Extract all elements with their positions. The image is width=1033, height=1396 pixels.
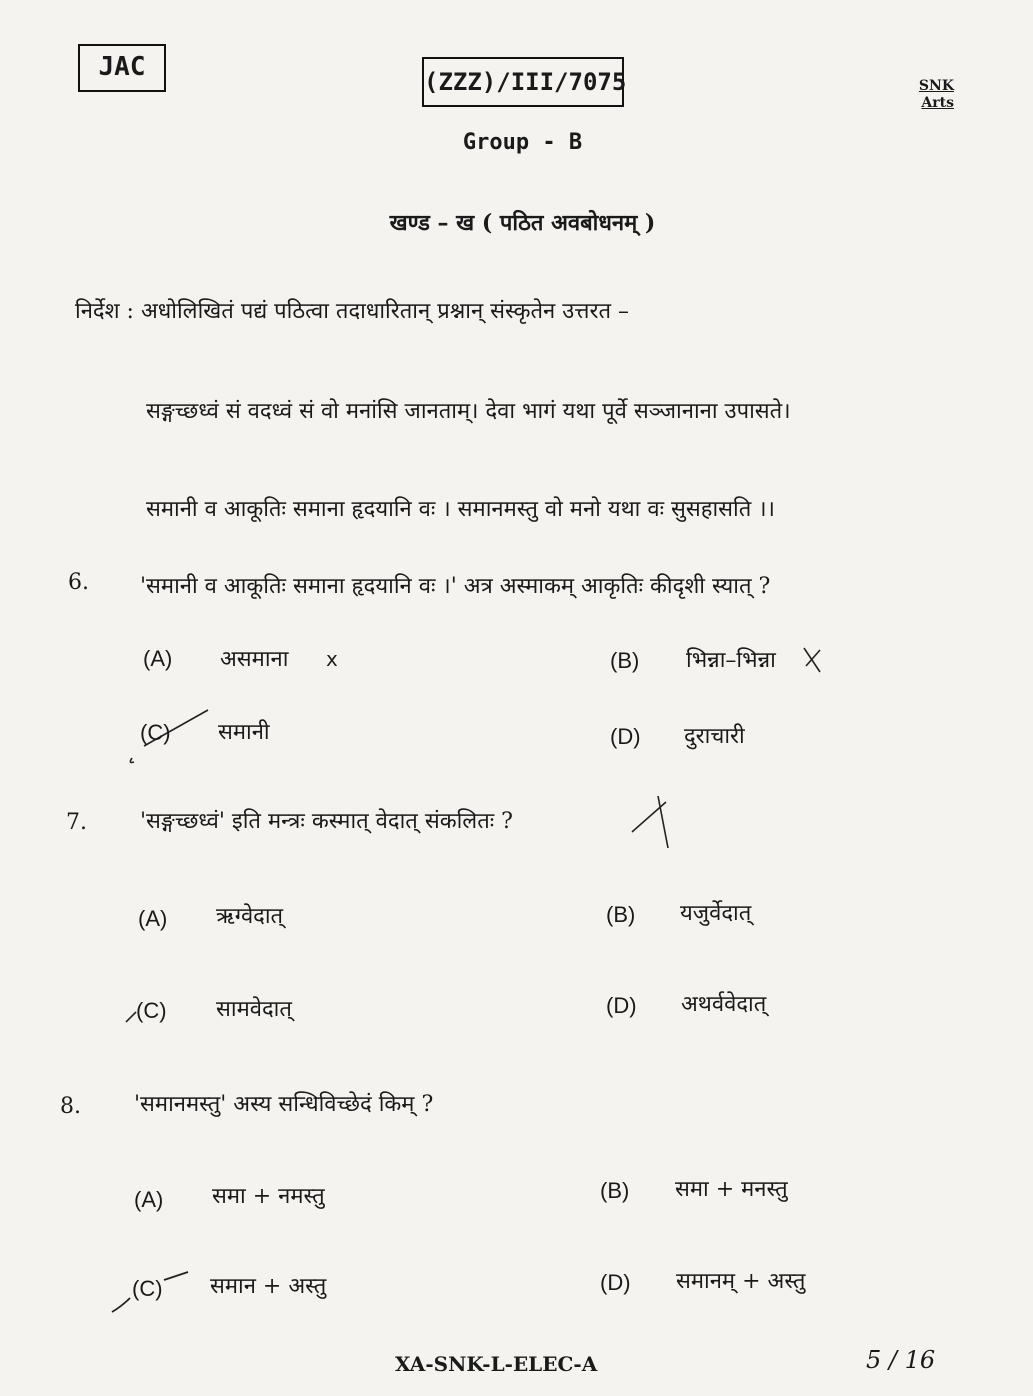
q7-option-d-text: अथर्ववेदात् bbox=[681, 992, 767, 1017]
q8-option-d-text: समानम् + अस्तु bbox=[676, 1269, 806, 1294]
instruction-text: निर्देश : अधोलिखितं पद्यं पठित्वा तदाधारितान् प्रश्नान् संस्कृतेन उत्तरत – bbox=[75, 299, 630, 324]
q7-option-a-text: ऋग्वेदात् bbox=[216, 904, 284, 929]
paper-code: (ZZZ)/III/7075 bbox=[422, 57, 624, 107]
q8-option-c-text: समान + अस्तु bbox=[210, 1274, 327, 1299]
question-6-text: 'समानी व आकूतिः समाना हृदयानि वः ।' अत्र अस्माकम् आकृतिः कीदृशी स्यात् ? bbox=[140, 574, 771, 599]
question-8-number: 8. bbox=[60, 1094, 81, 1119]
footer-code: XA-SNK-L-ELEC-A bbox=[395, 1352, 598, 1376]
q7-option-b-text: यजुर्वेदात् bbox=[680, 901, 752, 926]
cross-mark: x bbox=[326, 647, 338, 671]
q7-option-b-label: (B) bbox=[606, 902, 636, 927]
q6-option-b-label: (B) bbox=[610, 648, 640, 673]
question-8-text: 'समानमस्तु' अस्य सन्धिविच्छेदं किम् ? bbox=[134, 1092, 434, 1117]
q7-option-a-label: (A) bbox=[138, 906, 168, 931]
subject-stream bbox=[919, 78, 954, 112]
q7-option-c-label: (C) bbox=[136, 998, 167, 1023]
q6-option-c-text: समानी bbox=[218, 720, 270, 745]
verse-line-2: समानी व आकूतिः समाना हृदयानि वः । समानमस्तु वो मनो यथा वः सुसहासति ।। bbox=[146, 497, 775, 522]
q7-option-c-text: सामवेदात् bbox=[216, 997, 292, 1022]
cross-mark-b bbox=[800, 644, 824, 676]
q8-option-d-label: (D) bbox=[600, 1270, 631, 1295]
board-label: JAC bbox=[78, 44, 166, 92]
q6-option-d-label: (D) bbox=[610, 724, 641, 749]
q6-option-a-label: (A) bbox=[143, 646, 173, 671]
q7-option-d-label: (D) bbox=[606, 993, 637, 1018]
q8-option-b-label: (B) bbox=[600, 1178, 630, 1203]
q6-option-c-label: (C) bbox=[140, 720, 171, 745]
verse-line-1: सङ्गच्छध्वं सं वदध्वं सं वो मनांसि जानताम्। देवा भागं यथा पूर्वे सञ्जानाना उपासते। bbox=[146, 399, 791, 424]
question-7-number: 7. bbox=[66, 810, 87, 835]
q8-option-a-text: समा + नमस्तु bbox=[212, 1184, 325, 1209]
subject-code: SNK bbox=[918, 78, 954, 94]
q6-option-d-text: दुराचारी bbox=[684, 724, 745, 749]
page-number: 5 / 16 bbox=[866, 1346, 936, 1374]
q6-option-a-text: असमाना bbox=[220, 647, 289, 672]
q6-option-b-text: भिन्ना–भिन्ना bbox=[686, 648, 776, 673]
group-title: Group - B bbox=[462, 130, 583, 155]
section-title: खण्ड – ख ( पठित अवबोधनम् ) bbox=[389, 210, 656, 236]
stream-label: Arts bbox=[921, 95, 954, 111]
q8-option-a-label: (A) bbox=[134, 1187, 164, 1212]
q8-option-c-label: (C) bbox=[132, 1276, 163, 1301]
question-6-number: 6. bbox=[68, 570, 89, 595]
q8-option-b-text: समा + मनस्तु bbox=[675, 1177, 788, 1202]
question-7-text: 'सङ्गच्छध्वं' इति मन्त्रः कस्मात् वेदात् संकलितः ? bbox=[140, 809, 513, 834]
cross-mark-q7 bbox=[612, 792, 672, 852]
